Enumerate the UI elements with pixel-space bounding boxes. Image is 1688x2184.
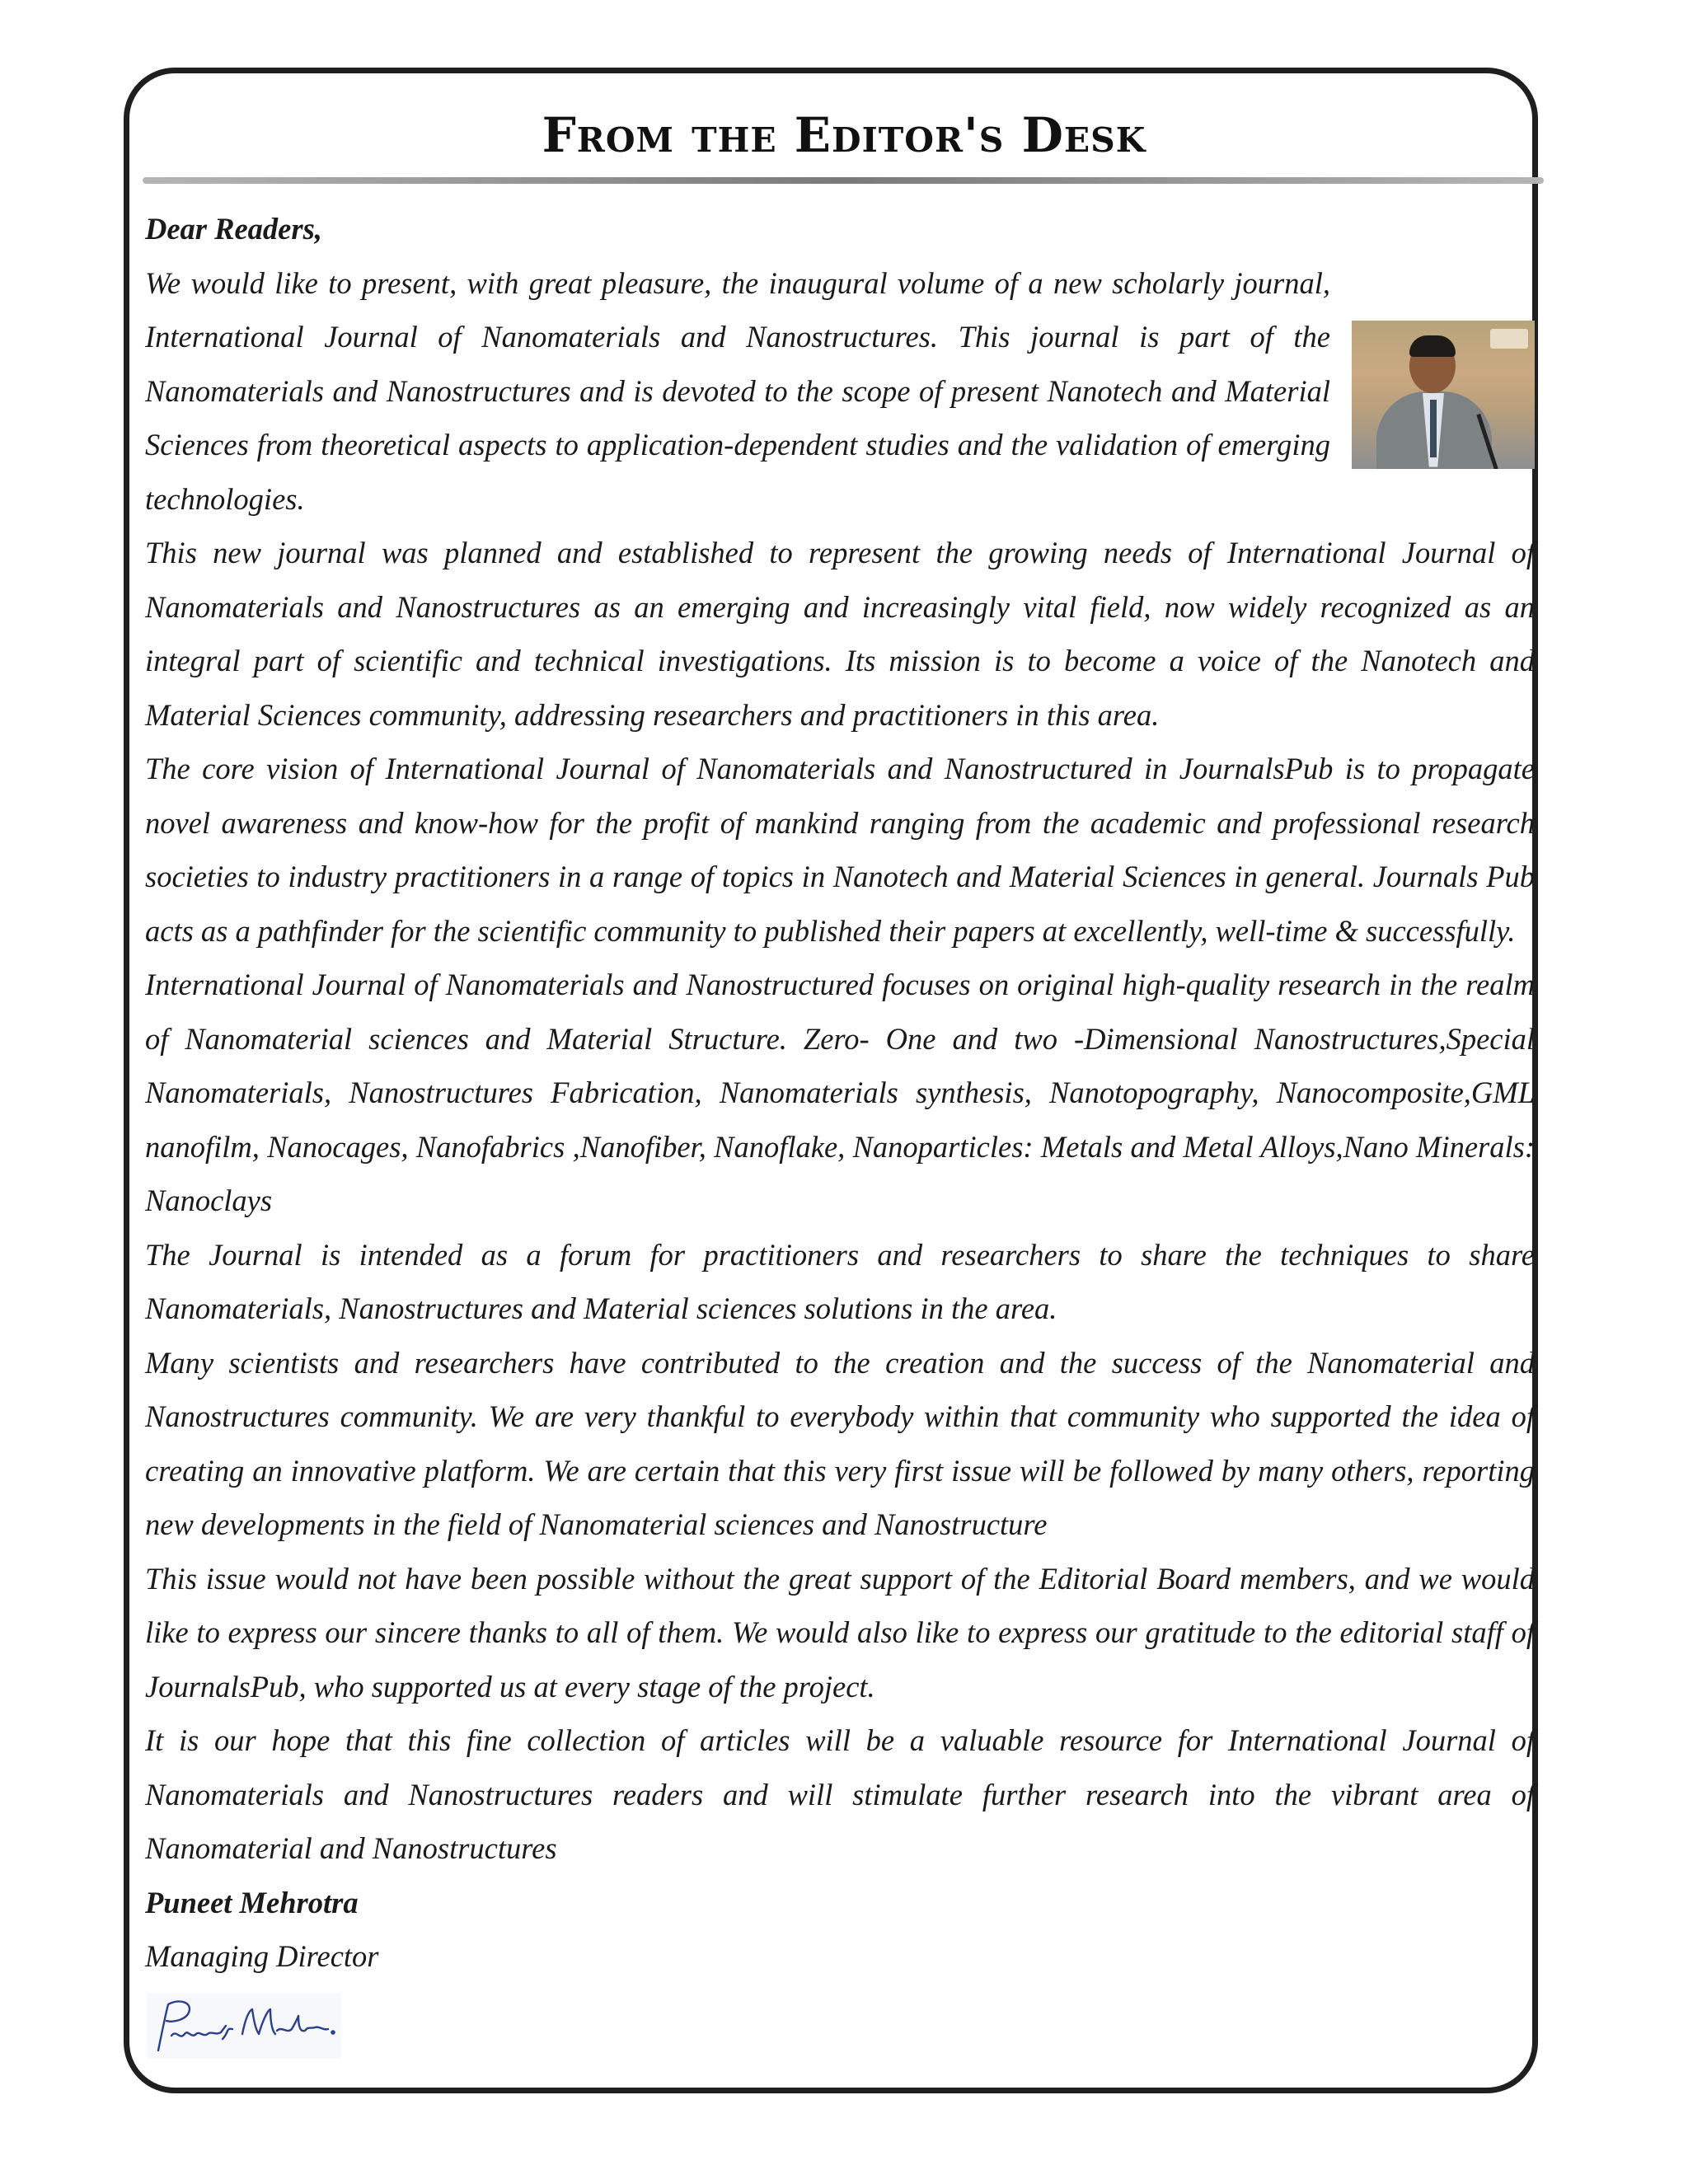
paragraph-4: International Journal of Nanomaterials and Nanostructured focuses on original high-quality research in the realm of Nanomaterial sciences and Material Structure. Zero- One and two -Dimensional Nanostructures,Special Nanomaterials, Nanostructures Fabrication, Nanomaterials synthesis, Nanotopography, Nanocomposite,GML nanofilm, Nanocages, Nanofabrics ,Nanofiber, Nanoflake, Nanoparticles: Metals and Metal Alloys,Nano Minerals: Nanoclays: [145, 968, 1535, 1217]
paragraph-5: The Journal is intended as a forum for practitioners and researchers to share the techniques to share Nanomaterials, Nanostructures and Material sciences solutions in the area.: [145, 1237, 1535, 1325]
paragraph-8: It is our hope that this fine collection of articles will be a valuable resource for International Journal of Nanomaterials and Nanostructures readers and will stimulate further research into the vibrant area of Nanomaterial and Nanostructures: [145, 1723, 1535, 1865]
letter-body: [145, 202, 1535, 1984]
photo-figure-hair: [1409, 335, 1456, 357]
paragraph-7: This issue would not have been possible without the great support of the Editorial Board members, and we would like to express our sincere thanks to all of them. We would also like to express our gratitude to the editorial staff of JournalsPub, who supported us at every stage of the project.: [145, 1561, 1535, 1704]
photo-banner: [1490, 329, 1528, 349]
paragraph-1: We would like to present, with great pleasure, the inaugural volume of a new scholarly journal, International Journal of Nanomaterials and Nanostructures. This journal is part of the Nanomaterials and Nanostructures and is devoted to the scope of present Nanotech and Material Sciences from theoretical aspects to application-dependent studies and the validation of emerging technologies.: [145, 265, 1330, 516]
salutation: Dear Readers,: [145, 212, 322, 246]
page-title: From the Editor's Desk: [542, 107, 1146, 163]
title-divider: [143, 177, 1544, 184]
handwritten-signature: [147, 1993, 341, 2059]
signatory-title: Managing Director: [145, 1939, 379, 1973]
editor-portrait-photo: [1352, 321, 1535, 469]
paragraph-6: Many scientists and researchers have contributed to the creation and the success of the Nanomaterial and Nanostructures community. We are very thankful to everybody within that community who supported the idea of creating an innovative platform. We are certain that this very first issue will be followed by many others, reporting new developments in the field of Nanomaterial sciences and Nanostructure: [145, 1345, 1535, 1541]
paragraph-3: The core vision of International Journal of Nanomaterials and Nanostructured in JournalsPub is to propagate novel awareness and know-how for the profit of mankind ranging from the academic and professional research societies to industry practitioners in a range of topics in Nanotech and Material Sciences in general. Journals Pub acts as a pathfinder for the scientific community to published their papers at excellently, well-time & successfully.: [145, 752, 1535, 948]
photo-figure-tie: [1430, 400, 1437, 457]
paragraph-2: This new journal was planned and established to represent the growing needs of International Journal of Nanomaterials and Nanostructures as an emerging and increasingly vital field, now widely recognized as an integral part of scientific and technical investigations. Its mission is to become a voice of the Nanotech and Material Sciences community, addressing researchers and practitioners in this area.: [145, 536, 1535, 732]
signatory-name: Puneet Mehrotra: [145, 1885, 359, 1919]
